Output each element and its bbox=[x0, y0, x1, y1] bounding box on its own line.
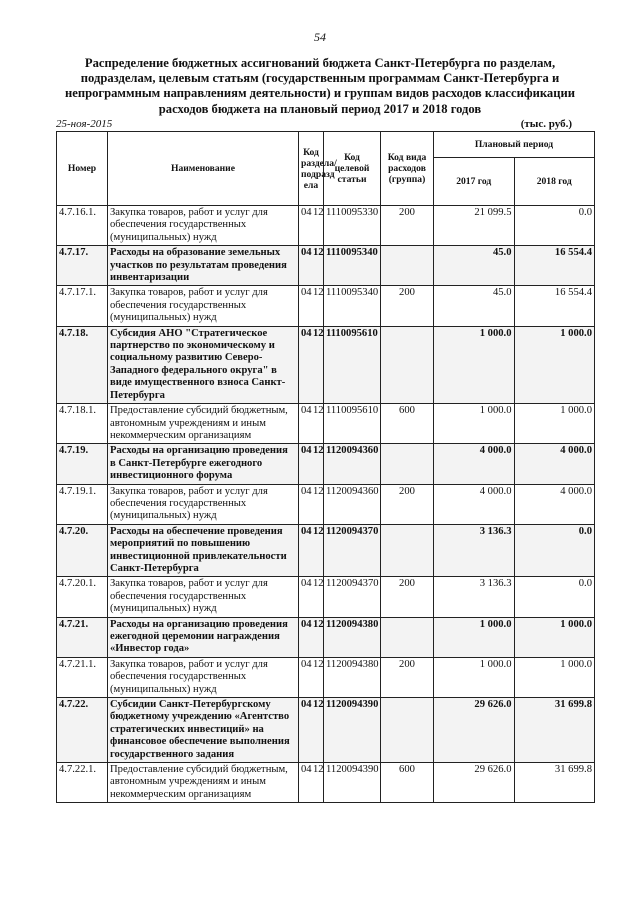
row-number: 4.7.22.1. bbox=[57, 763, 108, 803]
row-value-2017: 1 000.0 bbox=[434, 657, 515, 697]
row-target-code: 1120094370 bbox=[324, 524, 381, 577]
row-expense-code bbox=[381, 524, 434, 577]
row-subsection: 12 bbox=[311, 404, 324, 444]
row-expense-code bbox=[381, 246, 434, 286]
header-number: Номер bbox=[57, 132, 108, 206]
table-row bbox=[57, 763, 595, 803]
header-section: Код раздела/ подразд ела bbox=[299, 132, 324, 206]
row-value-2018: 1 000.0 bbox=[514, 326, 595, 403]
row-expense-code bbox=[381, 326, 434, 403]
row-number: 4.7.22. bbox=[57, 698, 108, 763]
row-section: 04 bbox=[299, 617, 312, 657]
table-row bbox=[57, 286, 595, 326]
budget-table bbox=[56, 131, 595, 803]
row-expense-code: 600 bbox=[381, 763, 434, 803]
row-section: 04 bbox=[299, 404, 312, 444]
row-section: 04 bbox=[299, 657, 312, 697]
row-name: Расходы на образование земельных участков по результатам проведения инвентаризации bbox=[108, 246, 299, 286]
header-year-2018: 2018 год bbox=[514, 158, 595, 206]
row-target-code: 1110095610 bbox=[324, 404, 381, 444]
row-target-code: 1120094380 bbox=[324, 657, 381, 697]
document-title: Распределение бюджетных ассигнований бюджета Санкт-Петербурга по разделам, подразделам, целевым статьям (государственным программам Санкт-Петербурга и непрограммным направлениям деятельности) и группам видов расходов классификации расходов бюджета на плановый период 2017 и 2018 годов bbox=[65, 56, 575, 116]
row-section: 04 bbox=[299, 577, 312, 617]
row-value-2017: 3 136.3 bbox=[434, 524, 515, 577]
row-section: 04 bbox=[299, 763, 312, 803]
header-expense: Код вида расходов (группа) bbox=[381, 132, 434, 206]
row-value-2017: 29 626.0 bbox=[434, 763, 515, 803]
row-value-2017: 21 099.5 bbox=[434, 206, 515, 246]
row-value-2018: 1 000.0 bbox=[514, 404, 595, 444]
row-number: 4.7.19.1. bbox=[57, 484, 108, 524]
row-target-code: 1120094360 bbox=[324, 484, 381, 524]
table-body bbox=[57, 206, 595, 803]
row-number: 4.7.21.1. bbox=[57, 657, 108, 697]
row-expense-code bbox=[381, 617, 434, 657]
row-expense-code: 200 bbox=[381, 657, 434, 697]
header-year-2017: 2017 год bbox=[434, 158, 515, 206]
row-subsection: 12 bbox=[311, 524, 324, 577]
row-name: Предоставление субсидий бюджетным, автономным учреждениям и иным некоммерческим организациям bbox=[108, 763, 299, 803]
table-row bbox=[57, 698, 595, 763]
header-target: Код целевой статьи bbox=[324, 132, 381, 206]
document-date: 25-ноя-2015 bbox=[56, 118, 113, 130]
row-target-code: 1110095340 bbox=[324, 246, 381, 286]
row-value-2017: 3 136.3 bbox=[434, 577, 515, 617]
table-row bbox=[57, 206, 595, 246]
row-name: Закупка товаров, работ и услуг для обеспечения государственных (муниципальных) нужд bbox=[108, 286, 299, 326]
row-subsection: 12 bbox=[311, 763, 324, 803]
table-row bbox=[57, 484, 595, 524]
row-name: Расходы на организацию проведения в Санкт-Петербурге ежегодного инвестиционного форума bbox=[108, 444, 299, 484]
row-name: Закупка товаров, работ и услуг для обеспечения государственных (муниципальных) нужд bbox=[108, 657, 299, 697]
row-number: 4.7.16.1. bbox=[57, 206, 108, 246]
row-section: 04 bbox=[299, 246, 312, 286]
row-target-code: 1120094380 bbox=[324, 617, 381, 657]
row-value-2018: 31 699.8 bbox=[514, 698, 595, 763]
row-subsection: 12 bbox=[311, 617, 324, 657]
row-value-2018: 0.0 bbox=[514, 524, 595, 577]
row-number: 4.7.17. bbox=[57, 246, 108, 286]
table-row bbox=[57, 404, 595, 444]
row-value-2018: 4 000.0 bbox=[514, 444, 595, 484]
header-planned: Плановый период bbox=[434, 132, 595, 158]
row-section: 04 bbox=[299, 484, 312, 524]
row-value-2017: 4 000.0 bbox=[434, 484, 515, 524]
row-target-code: 1110095330 bbox=[324, 206, 381, 246]
header-name: Наименование bbox=[108, 132, 299, 206]
row-value-2018: 1 000.0 bbox=[514, 617, 595, 657]
row-target-code: 1120094390 bbox=[324, 763, 381, 803]
row-value-2017: 45.0 bbox=[434, 246, 515, 286]
row-target-code: 1120094370 bbox=[324, 577, 381, 617]
row-section: 04 bbox=[299, 698, 312, 763]
row-name: Предоставление субсидий бюджетным, автономным учреждениям и иным некоммерческим организациям bbox=[108, 404, 299, 444]
row-value-2017: 1 000.0 bbox=[434, 617, 515, 657]
row-expense-code: 600 bbox=[381, 404, 434, 444]
units-label: (тыс. руб.) bbox=[520, 118, 572, 130]
row-number: 4.7.21. bbox=[57, 617, 108, 657]
row-name: Субсидия АНО "Стратегическое партнерство по экономическому и социальному развитию Северо-Западного федерального округа" в виде имущественного взноса Санкт-Петербурга bbox=[108, 326, 299, 403]
row-number: 4.7.19. bbox=[57, 444, 108, 484]
row-number: 4.7.20. bbox=[57, 524, 108, 577]
row-value-2017: 4 000.0 bbox=[434, 444, 515, 484]
row-value-2018: 0.0 bbox=[514, 206, 595, 246]
row-expense-code: 200 bbox=[381, 286, 434, 326]
row-subsection: 12 bbox=[311, 206, 324, 246]
row-name: Расходы на обеспечение проведения мероприятий по повышению инвестиционной привлекательности Санкт-Петербурга bbox=[108, 524, 299, 577]
table-row bbox=[57, 577, 595, 617]
row-number: 4.7.18.1. bbox=[57, 404, 108, 444]
row-value-2018: 16 554.4 bbox=[514, 286, 595, 326]
row-expense-code bbox=[381, 444, 434, 484]
row-subsection: 12 bbox=[311, 577, 324, 617]
table-row bbox=[57, 444, 595, 484]
row-section: 04 bbox=[299, 326, 312, 403]
row-target-code: 1120094360 bbox=[324, 444, 381, 484]
table-row bbox=[57, 326, 595, 403]
row-section: 04 bbox=[299, 524, 312, 577]
row-value-2018: 31 699.8 bbox=[514, 763, 595, 803]
row-subsection: 12 bbox=[311, 657, 324, 697]
row-target-code: 1120094390 bbox=[324, 698, 381, 763]
table-row bbox=[57, 657, 595, 697]
row-name: Субсидии Санкт-Петербургскому бюджетному учреждению «Агентство стратегических инвестиций» на финансовое обеспечение выполнения государственного задания bbox=[108, 698, 299, 763]
row-name: Закупка товаров, работ и услуг для обеспечения государственных (муниципальных) нужд bbox=[108, 484, 299, 524]
row-value-2018: 4 000.0 bbox=[514, 484, 595, 524]
row-expense-code: 200 bbox=[381, 577, 434, 617]
row-section: 04 bbox=[299, 206, 312, 246]
page-number: 54 bbox=[314, 30, 326, 44]
row-number: 4.7.18. bbox=[57, 326, 108, 403]
row-target-code: 1110095610 bbox=[324, 326, 381, 403]
row-value-2018: 16 554.4 bbox=[514, 246, 595, 286]
row-expense-code: 200 bbox=[381, 206, 434, 246]
row-name: Закупка товаров, работ и услуг для обеспечения государственных (муниципальных) нужд bbox=[108, 206, 299, 246]
row-subsection: 12 bbox=[311, 326, 324, 403]
row-subsection: 12 bbox=[311, 246, 324, 286]
row-name: Закупка товаров, работ и услуг для обеспечения государственных (муниципальных) нужд bbox=[108, 577, 299, 617]
row-expense-code: 200 bbox=[381, 484, 434, 524]
row-value-2017: 45.0 bbox=[434, 286, 515, 326]
row-value-2018: 0.0 bbox=[514, 577, 595, 617]
row-subsection: 12 bbox=[311, 698, 324, 763]
row-section: 04 bbox=[299, 286, 312, 326]
row-subsection: 12 bbox=[311, 444, 324, 484]
row-subsection: 12 bbox=[311, 484, 324, 524]
row-value-2018: 1 000.0 bbox=[514, 657, 595, 697]
table-row bbox=[57, 524, 595, 577]
table-row bbox=[57, 246, 595, 286]
table-row bbox=[57, 617, 595, 657]
row-value-2017: 29 626.0 bbox=[434, 698, 515, 763]
row-number: 4.7.17.1. bbox=[57, 286, 108, 326]
row-name: Расходы на организацию проведения ежегодной церемонии награждения «Инвестор года» bbox=[108, 617, 299, 657]
row-subsection: 12 bbox=[311, 286, 324, 326]
row-value-2017: 1 000.0 bbox=[434, 326, 515, 403]
row-section: 04 bbox=[299, 444, 312, 484]
row-expense-code bbox=[381, 698, 434, 763]
row-number: 4.7.20.1. bbox=[57, 577, 108, 617]
row-value-2017: 1 000.0 bbox=[434, 404, 515, 444]
row-target-code: 1110095340 bbox=[324, 286, 381, 326]
